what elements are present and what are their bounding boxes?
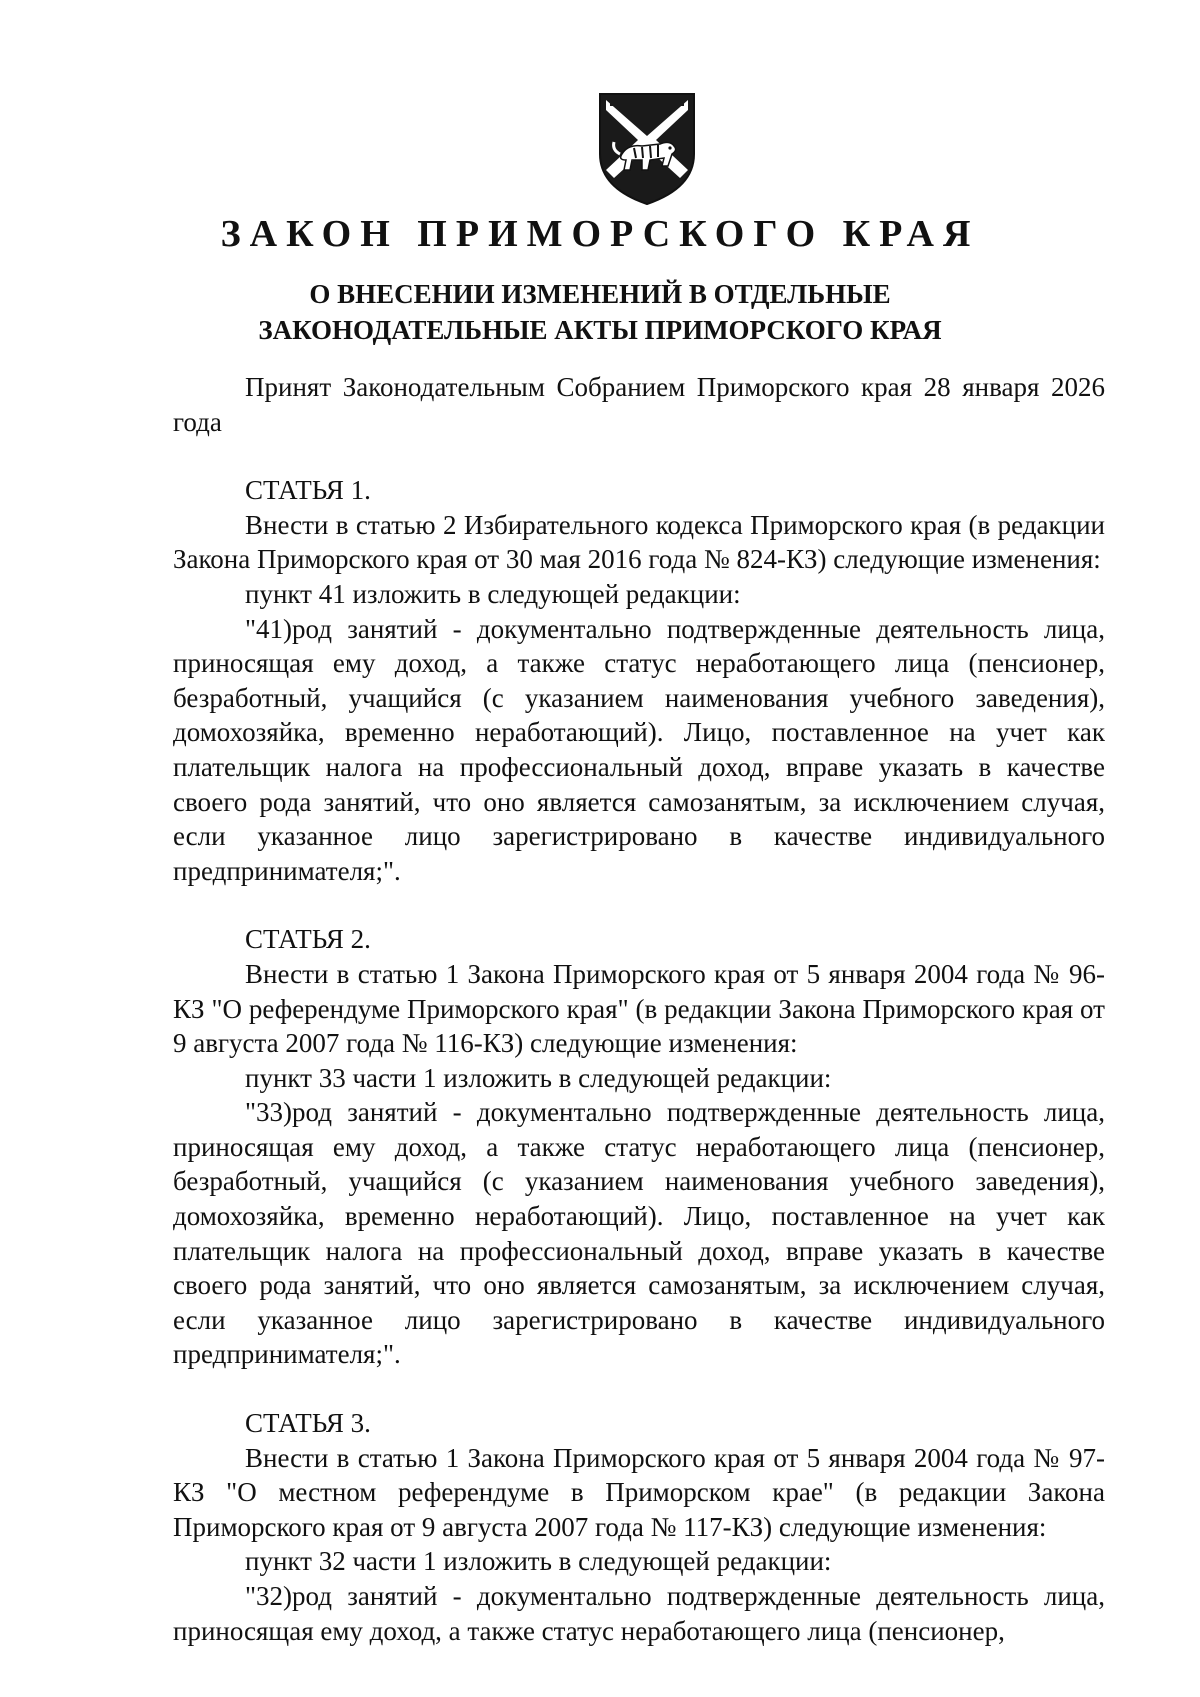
law-body <box>173 370 1105 1648</box>
article-instruction: пункт 41 изложить в следующей редакции: <box>245 578 741 609</box>
coat-of-arms-icon <box>598 92 696 206</box>
article-instruction: пункт 33 части 1 изложить в следующей редакции: <box>245 1062 832 1093</box>
article-new-text: "32)род занятий - документально подтвержденные деятельность лица, приносящая ему доход, а также статус неработающего лица (пенсионер, <box>173 1581 1105 1646</box>
article-heading: СТАТЬЯ 3. <box>245 1408 371 1439</box>
article-2 <box>173 922 1105 1372</box>
article-1 <box>173 473 1105 888</box>
article-intro: Внести в статью 1 Закона Приморского края от 5 января 2004 года № 97-КЗ "О местном референдуме в Приморском крае" (в редакции Закона Приморского края от 9 августа 2007 года № 117-КЗ) следующие изменения: <box>173 1442 1105 1542</box>
article-heading: СТАТЬЯ 1. <box>245 475 371 506</box>
article-new-text: "33)род занятий - документально подтвержденные деятельность лица, приносящая ему доход, а также статус неработающего лица (пенсионер, безработный, учащийся (с указанием наименования учебного заведения), домохозяйка, временно неработающий). Лицо, поставленное на учет как плательщик налога на профессиональный доход, вправе указать в качестве своего рода занятий, что оно является самозанятым, за исключением случая, если указанное лицо зарегистрировано в качестве индивидуального предпринимателя;". <box>173 1097 1105 1370</box>
article-intro: Внести в статью 1 Закона Приморского края от 5 января 2004 года № 96-КЗ "О референдуме Приморского края" (в редакции Закона Приморского края от 9 августа 2007 года № 116-КЗ) следующие изменения: <box>173 958 1105 1059</box>
adoption-note: Принят Законодательным Собранием Приморского края 28 января 2026 года <box>173 372 1105 437</box>
article-intro: Внести в статью 2 Избирательного кодекса Приморского края (в редакции Закона Приморского края от 30 мая 2016 года № 824-КЗ) следующие изменения: <box>173 509 1105 575</box>
article-instruction: пункт 32 части 1 изложить в следующей редакции: <box>245 1546 832 1577</box>
subtitle-line-1: О ВНЕСЕНИИ ИЗМЕНЕНИЙ В ОТДЕЛЬНЫЕ <box>309 279 891 309</box>
article-heading: СТАТЬЯ 2. <box>245 924 371 955</box>
article-3 <box>173 1406 1105 1648</box>
subtitle-line-2: ЗАКОНОДАТЕЛЬНЫЕ АКТЫ ПРИМОРСКОГО КРАЯ <box>258 315 942 345</box>
law-title: ЗАКОН ПРИМОРСКОГО КРАЯ <box>220 213 980 255</box>
article-new-text: "41)род занятий - документально подтвержденные деятельность лица, приносящая ему доход, а также статус неработающего лица (пенсионер, безработный, учащийся (с указанием наименования учебного заведения), домохозяйка, временно неработающий). Лицо, поставленное на учет как плательщик налога на профессиональный доход, вправе указать в качестве своего рода занятий, что оно является самозанятым, за исключением случая, если указанное лицо зарегистрировано в качестве индивидуального предпринимателя;". <box>173 613 1105 886</box>
law-subtitle <box>0 276 1200 348</box>
